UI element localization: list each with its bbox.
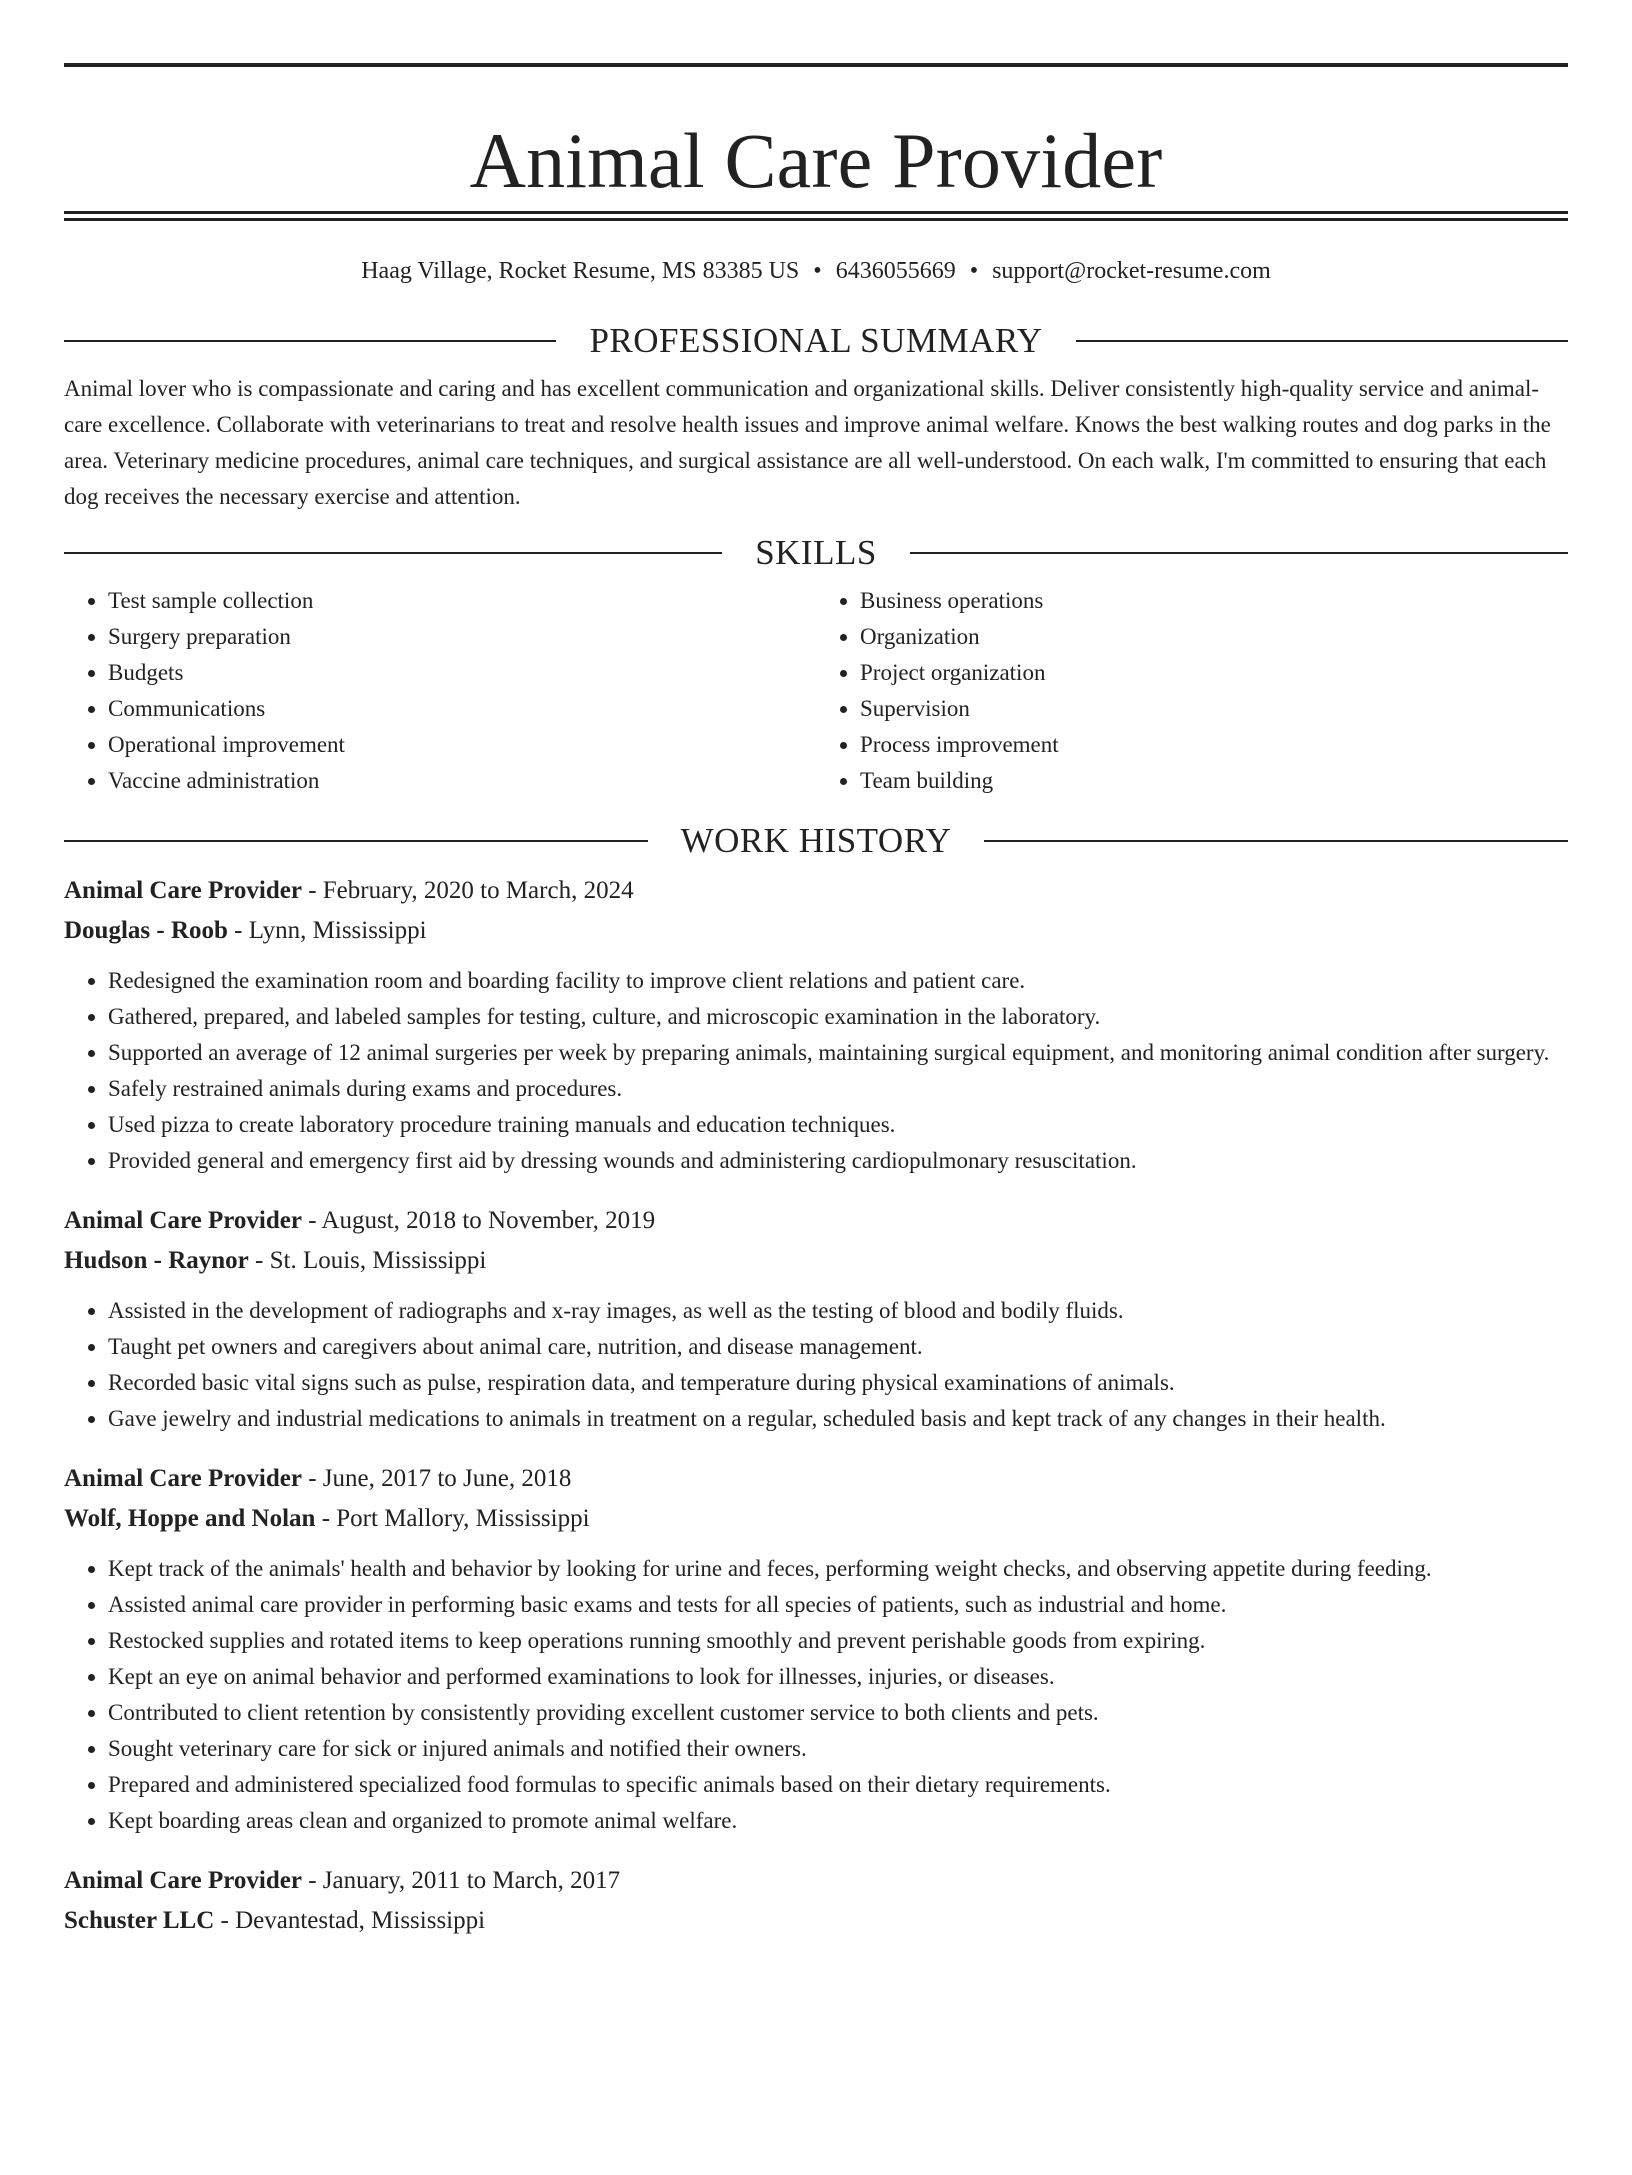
job-company: Wolf, Hoppe and Nolan: [64, 1505, 316, 1532]
contact-address: Haag Village, Rocket Resume, MS 83385 US: [361, 258, 800, 284]
job-company: Schuster LLC: [64, 1907, 215, 1934]
section-rule-left: [64, 340, 556, 342]
section-rule-left: [64, 552, 722, 554]
skill-item: • Test sample collection: [108, 583, 816, 619]
resume-name: Animal Care Provider: [469, 117, 1163, 204]
job-entry: [64, 871, 1568, 1179]
section-rule-left: [64, 840, 648, 842]
job-bullet: • Kept track of the animals' health and behavior by looking for urine and feces, performing weight checks, and observing appetite during feeding.: [108, 1551, 1568, 1587]
job-location: - Port Mallory, Mississippi: [315, 1505, 590, 1532]
job-bullet: • Used pizza to create laboratory procedure training manuals and education techniques.: [108, 1107, 1568, 1143]
job-title-line: [64, 1459, 1568, 1499]
job-entry: [64, 1459, 1568, 1839]
skill-item: • Communications: [108, 691, 816, 727]
job-company-line: [64, 1901, 1568, 1941]
skills-list: [64, 583, 1568, 799]
work-history-list: [64, 871, 1568, 1941]
job-bullet: • Supported an average of 12 animal surgeries per week by preparing animals, maintaining surgical equipment, and monitoring animal condition after surgery.: [108, 1035, 1568, 1071]
section-rule-right: [984, 840, 1568, 842]
section-title-work: WORK HISTORY: [680, 821, 952, 860]
job-bullets: [64, 1293, 1568, 1437]
job-bullet: • Recorded basic vital signs such as pulse, respiration data, and temperature during physical examinations of animals.: [108, 1365, 1568, 1401]
job-bullet: • Kept boarding areas clean and organized to promote animal welfare.: [108, 1803, 1568, 1839]
section-header-skills: [64, 531, 1568, 575]
skills-column-right: [816, 583, 1568, 799]
skill-item: • Project organization: [860, 655, 1568, 691]
job-title-line: [64, 1861, 1568, 1901]
skill-item: • Vaccine administration: [108, 763, 816, 799]
skill-item: • Process improvement: [860, 727, 1568, 763]
job-bullet: • Provided general and emergency first aid by dressing wounds and administering cardiopulmonary resuscitation.: [108, 1143, 1568, 1179]
summary-text: Animal lover who is compassionate and caring and has excellent communication and organizational skills. Deliver consistently high-quality service and animal-care excellence. Collaborate with veterinarians to treat and resolve health issues and improve animal welfare. Knows the best walking routes and dog parks in the area. Veterinary medicine procedures, animal care techniques, and surgical assistance are all well-understood. On each walk, I'm committed to ensuring that each dog receives the necessary exercise and attention.: [64, 376, 1551, 509]
resume-page: [0, 63, 1632, 2175]
skill-item: • Operational improvement: [108, 727, 816, 763]
job-bullet: • Safely restrained animals during exams and procedures.: [108, 1071, 1568, 1107]
section-title-summary: PROFESSIONAL SUMMARY: [589, 321, 1043, 360]
contact-phone: 6436055669: [835, 258, 956, 284]
job-company: Douglas - Roob: [64, 917, 228, 944]
skill-item: • Budgets: [108, 655, 816, 691]
job-bullet: • Taught pet owners and caregivers about animal care, nutrition, and disease management.: [108, 1329, 1568, 1365]
job-title-line: [64, 871, 1568, 911]
job-entry: [64, 1861, 1568, 1941]
job-location: - Devantestad, Mississippi: [214, 1907, 486, 1934]
contact-separator: •: [813, 258, 822, 284]
job-bullets: [64, 963, 1568, 1179]
job-location: - Lynn, Mississippi: [227, 917, 427, 944]
skill-item: • Supervision: [860, 691, 1568, 727]
section-title-skills: SKILLS: [755, 533, 877, 572]
job-bullet: • Prepared and administered specialized food formulas to specific animals based on their dietary requirements.: [108, 1767, 1568, 1803]
job-bullet: • Assisted animal care provider in performing basic exams and tests for all species of patients, such as industrial and home.: [108, 1587, 1568, 1623]
skill-item: • Organization: [860, 619, 1568, 655]
job-bullet: • Restocked supplies and rotated items to keep operations running smoothly and prevent perishable goods from expiring.: [108, 1623, 1568, 1659]
contact-separator: •: [969, 258, 979, 284]
job-role: Animal Care Provider: [64, 877, 302, 904]
job-bullet: • Redesigned the examination room and boarding facility to improve client relations and patient care.: [108, 963, 1568, 999]
job-role: Animal Care Provider: [64, 1465, 302, 1492]
job-bullet: • Gathered, prepared, and labeled samples for testing, culture, and microscopic examination in the laboratory.: [108, 999, 1568, 1035]
contact-email: support@rocket-resume.com: [992, 258, 1271, 284]
job-company-line: [64, 911, 1568, 951]
job-bullet: • Assisted in the development of radiographs and x-ray images, as well as the testing of blood and bodily fluids.: [108, 1293, 1568, 1329]
job-dates: - February, 2020 to March, 2024: [301, 877, 634, 904]
section-rule-right: [910, 552, 1568, 554]
double-rule: [64, 211, 1568, 221]
job-bullet: • Gave jewelry and industrial medications to animals in treatment on a regular, scheduled basis and kept track of any changes in their health.: [108, 1401, 1568, 1437]
job-role: Animal Care Provider: [64, 1207, 302, 1234]
section-rule-right: [1076, 340, 1568, 342]
job-role: Animal Care Provider: [64, 1867, 302, 1894]
job-dates: - August, 2018 to November, 2019: [301, 1207, 656, 1234]
job-bullet: • Kept an eye on animal behavior and performed examinations to look for illnesses, injuries, or diseases.: [108, 1659, 1568, 1695]
contact-line: [64, 255, 1568, 287]
job-entry: [64, 1201, 1568, 1437]
job-bullet: • Sought veterinary care for sick or injured animals and notified their owners.: [108, 1731, 1568, 1767]
skills-column-left: [64, 583, 816, 799]
job-company-line: [64, 1241, 1568, 1281]
skill-item: • Business operations: [860, 583, 1568, 619]
skill-item: • Team building: [860, 763, 1568, 799]
job-company-line: [64, 1499, 1568, 1539]
section-header-work: [64, 819, 1568, 863]
job-bullets: [64, 1551, 1568, 1839]
job-company: Hudson - Raynor: [64, 1247, 249, 1274]
job-location: - St. Louis, Mississippi: [248, 1247, 487, 1274]
job-dates: - January, 2011 to March, 2017: [301, 1867, 621, 1894]
job-bullet: • Contributed to client retention by consistently providing excellent customer service to both clients and pets.: [108, 1695, 1568, 1731]
job-title-line: [64, 1201, 1568, 1241]
skill-item: • Surgery preparation: [108, 619, 816, 655]
job-dates: - June, 2017 to June, 2018: [301, 1465, 572, 1492]
section-header-summary: [64, 319, 1568, 363]
